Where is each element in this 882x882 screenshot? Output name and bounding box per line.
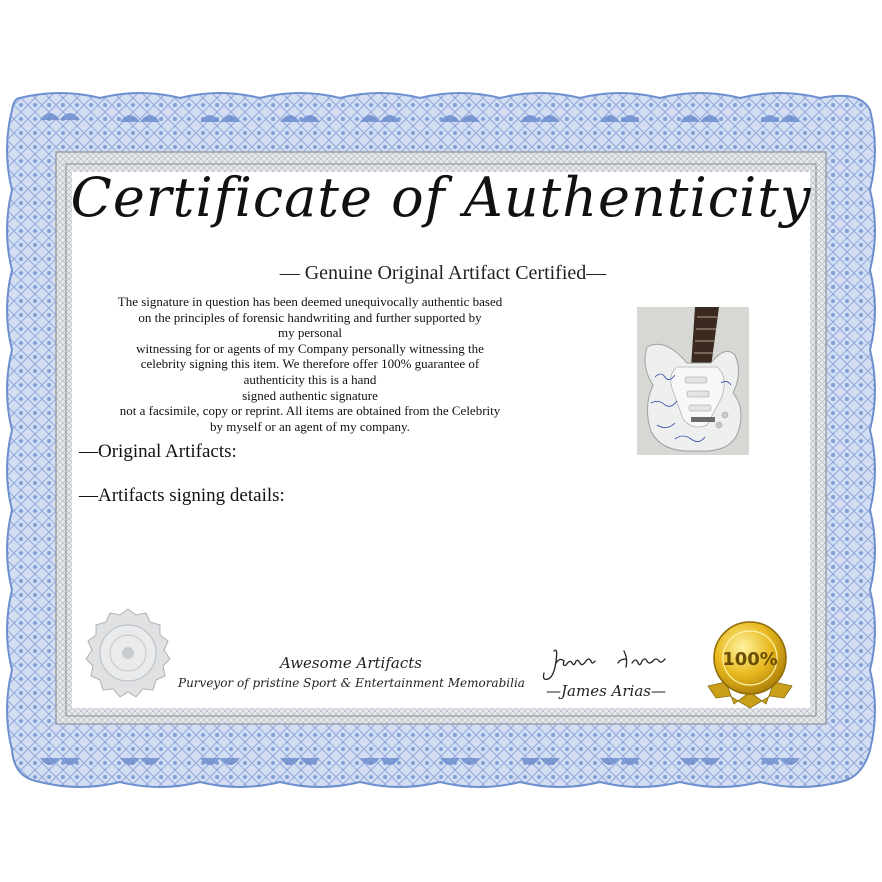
certificate-title: Certificate of Authenticity xyxy=(70,166,812,229)
statement-line: The signature in question has been deemed unequivocally authentic based xyxy=(117,294,503,309)
embossed-seal-icon xyxy=(80,607,176,703)
signer-name: —James Arias— xyxy=(546,682,666,700)
statement-line: witnessing for or agents of my Company personally witnessing the xyxy=(136,340,484,356)
statement-line: celebrity signing this item. We therefore offer 100% guarantee of xyxy=(140,356,480,372)
statement-line: signed authentic signature xyxy=(242,387,378,403)
gold-100-percent-badge-icon xyxy=(700,612,800,712)
statement-line: not a facsimile, copy or reprint. All items are obtained from the Celebrity xyxy=(119,403,501,419)
issuer-block xyxy=(178,654,524,690)
certificate-subtitle: — Genuine Original Artifact Certified— xyxy=(279,262,607,284)
statement-line: authenticity this is a hand xyxy=(243,371,377,387)
authenticity-statement xyxy=(80,294,540,434)
badge-percent-text: 100% xyxy=(722,649,778,670)
company-tagline: Purveyor of pristine Sport & Entertainment Memorabilia xyxy=(178,676,525,690)
signing-details-label: —Artifacts signing details: xyxy=(79,485,285,506)
handwritten-signature xyxy=(540,645,680,685)
original-artifacts-label: —Original Artifacts: xyxy=(79,441,237,462)
signed-guitar-photo xyxy=(637,307,749,455)
company-name: Awesome Artifacts xyxy=(280,654,422,672)
statement-line: my personal xyxy=(278,325,342,341)
statement-line: on the principles of forensic handwriting and further supported by xyxy=(138,309,482,325)
statement-line: by myself or an agent of my company. xyxy=(210,418,410,434)
